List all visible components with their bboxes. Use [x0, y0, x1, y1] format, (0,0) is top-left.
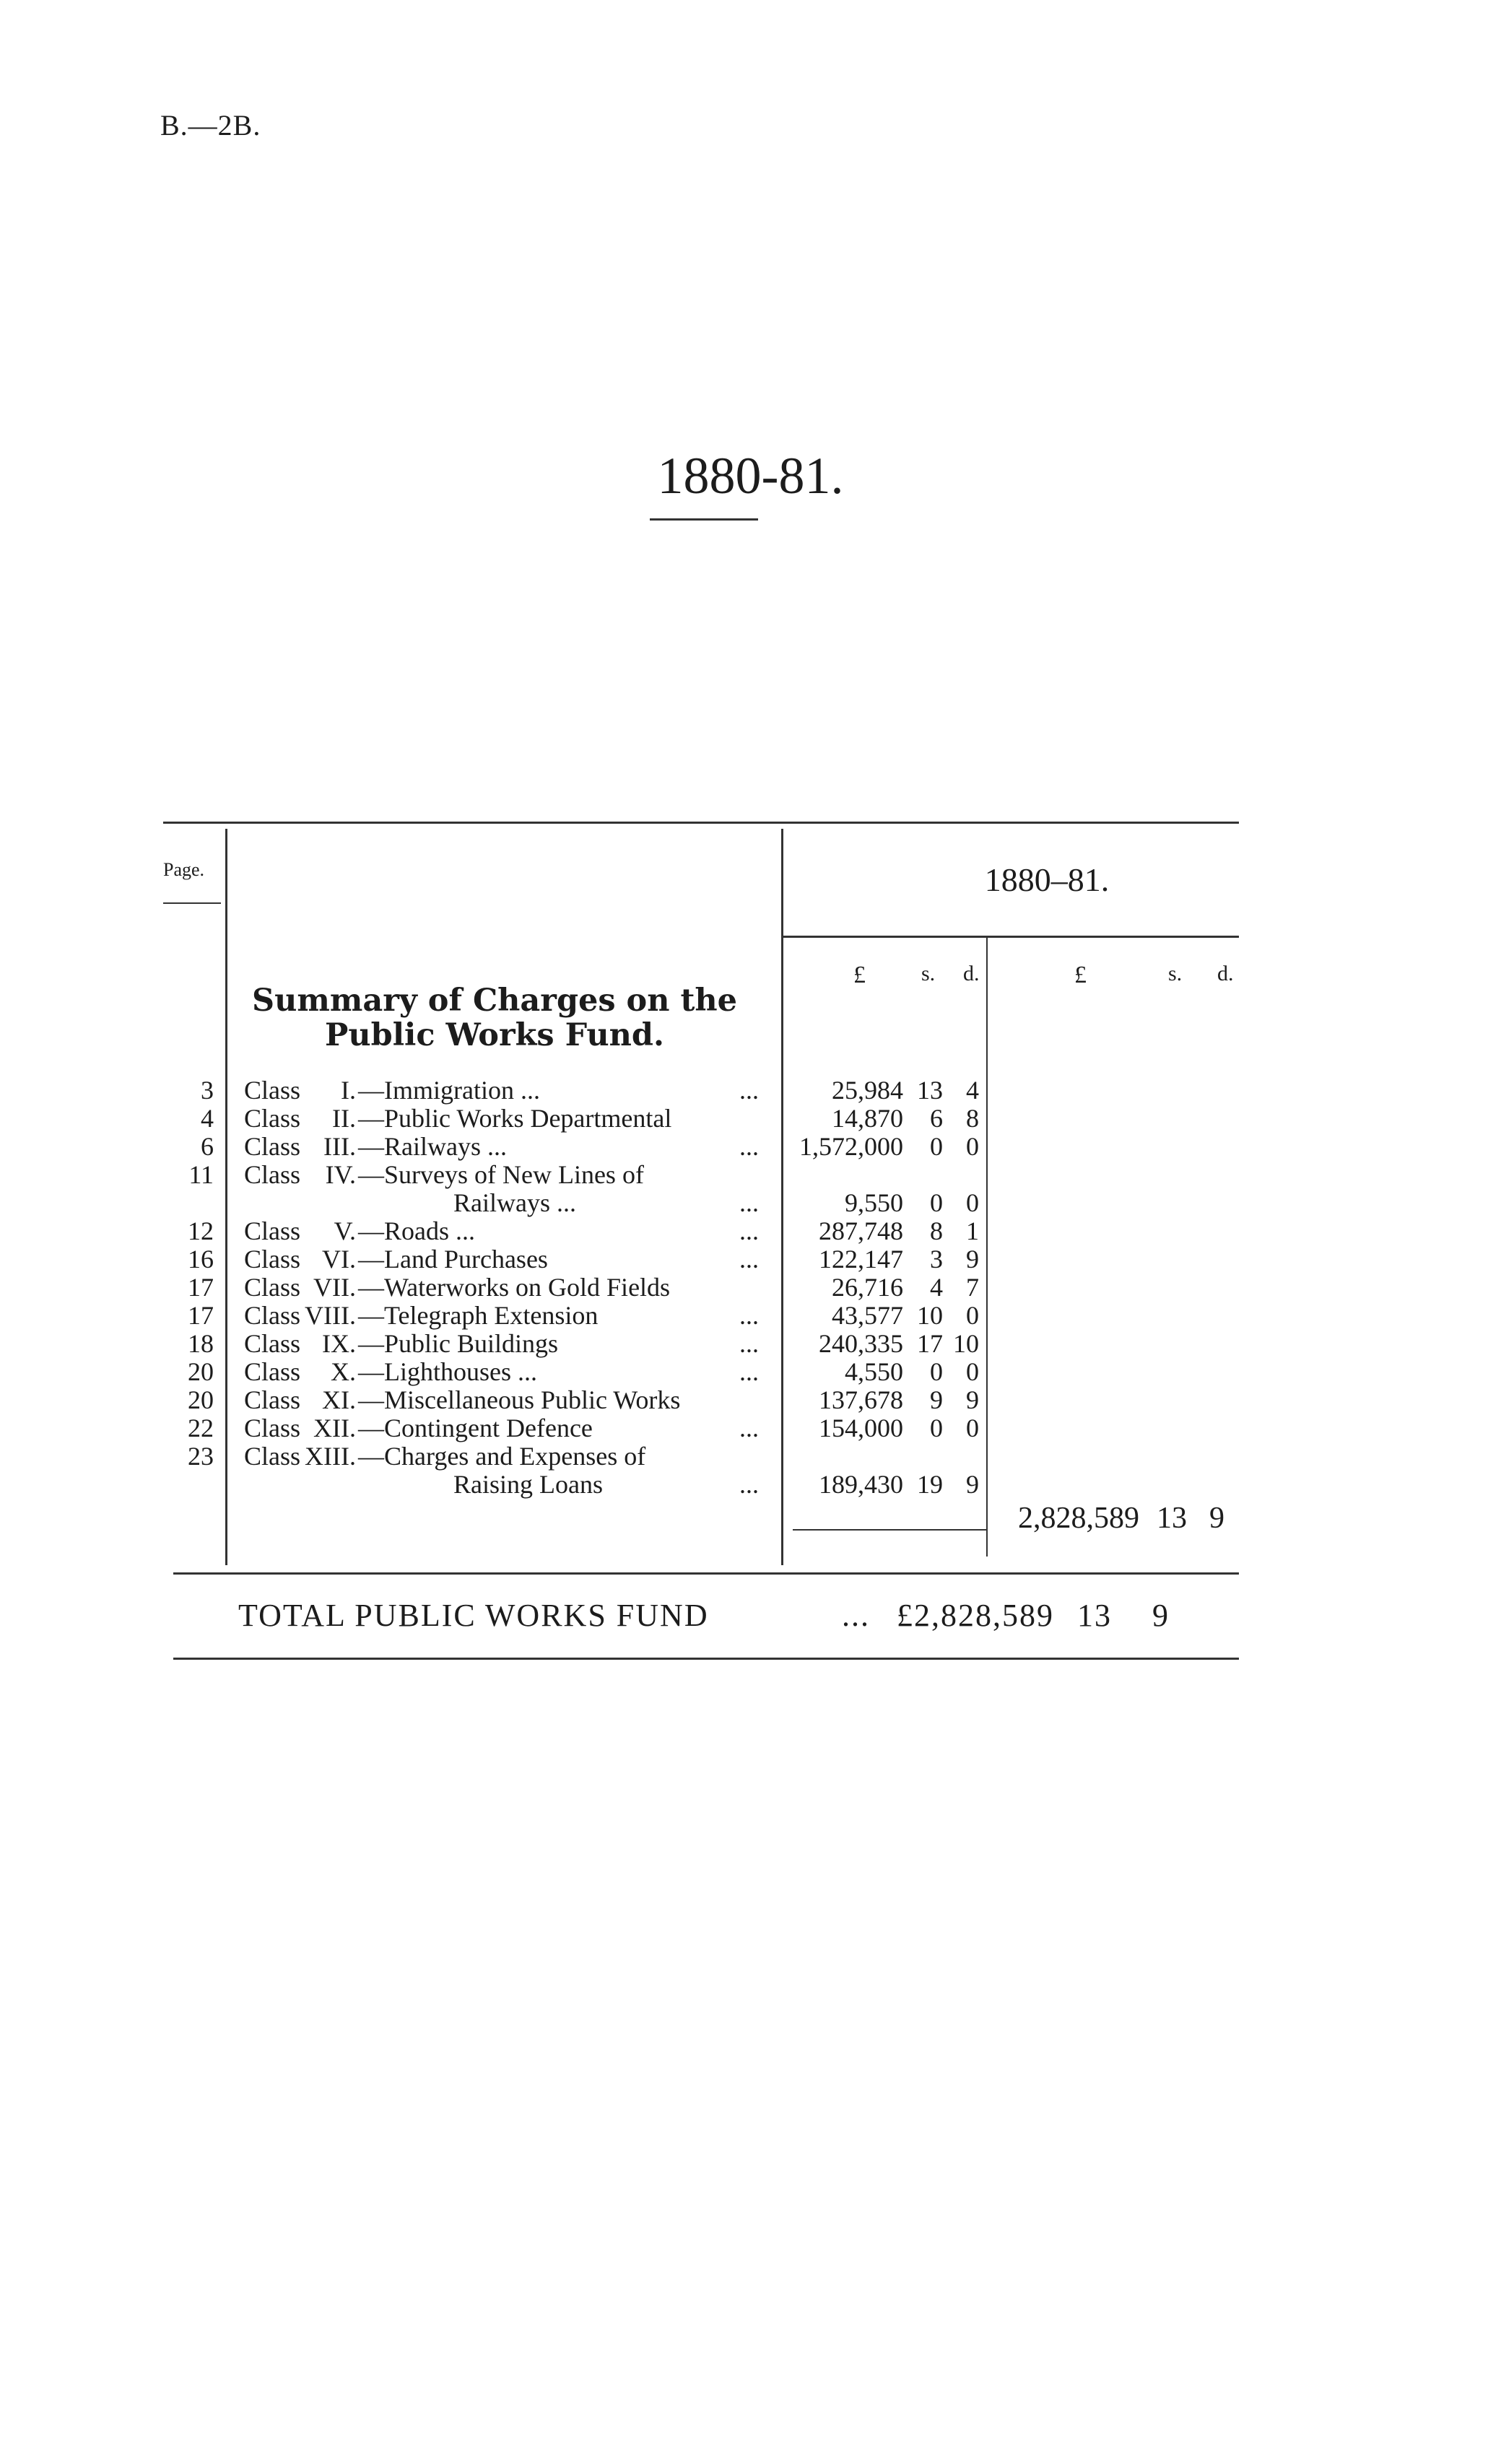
- table-row: [0, 1132, 1501, 1161]
- row-pounds: 4,550: [845, 1357, 903, 1386]
- row-page-number: 18: [188, 1329, 214, 1358]
- row-leader-dots: ...: [739, 1216, 759, 1245]
- row-class-number: XII.: [313, 1414, 356, 1442]
- row-class-label: Class: [244, 1132, 301, 1161]
- row-description-continued: Railways ...: [453, 1188, 576, 1217]
- row-description: —Waterworks on Gold Fields: [358, 1273, 671, 1302]
- summary-title-line-1: Summary of Charges on the: [252, 983, 737, 1019]
- title-underline: [650, 518, 758, 521]
- row-pence: 0: [966, 1132, 979, 1161]
- grand-total-leader-dots: ...: [842, 1598, 870, 1633]
- row-class-label: Class: [244, 1385, 301, 1414]
- table-row: [0, 1442, 1501, 1471]
- summary-title: [245, 983, 744, 1053]
- row-page-number: 6: [201, 1132, 214, 1161]
- row-shillings: 0: [930, 1414, 943, 1442]
- row-description: —Telegraph Extension: [358, 1301, 599, 1330]
- row-class-number: VII.: [313, 1273, 356, 1302]
- page-column-header: Page.: [163, 859, 205, 880]
- table-row: [0, 1357, 1501, 1386]
- pounds-unit-header: £: [853, 962, 866, 988]
- row-pounds: 122,147: [819, 1245, 903, 1274]
- row-page-number: 17: [188, 1301, 214, 1330]
- row-class-label: Class: [244, 1301, 301, 1330]
- grand-total-label: TOTAL PUBLIC WORKS FUND: [238, 1598, 709, 1633]
- row-shillings: 8: [930, 1216, 943, 1245]
- page-header-rule: [163, 902, 221, 904]
- row-leader-dots: ...: [739, 1470, 759, 1499]
- row-pence: 4: [966, 1076, 979, 1105]
- row-pounds: 1,572,000: [799, 1132, 903, 1161]
- table-top-rule: [163, 822, 1239, 824]
- row-description: —Roads ...: [358, 1216, 475, 1245]
- row-description: —Public Buildings: [358, 1329, 559, 1358]
- row-class-number: X.: [331, 1357, 356, 1386]
- row-page-number: 16: [188, 1245, 214, 1274]
- row-class-number: VIII.: [305, 1301, 356, 1330]
- row-pounds: 25,984: [832, 1076, 903, 1105]
- row-shillings: 10: [917, 1301, 943, 1330]
- total-pounds-unit-header: £: [1074, 962, 1087, 988]
- grand-total-pence: 9: [1152, 1598, 1170, 1633]
- row-class-number: VI.: [322, 1245, 356, 1274]
- row-pounds: 154,000: [819, 1414, 903, 1442]
- row-pence: 0: [966, 1357, 979, 1386]
- table-row: [0, 1188, 1501, 1217]
- total-shillings-unit-header: s.: [1168, 962, 1183, 985]
- row-description: —Contingent Defence: [358, 1414, 593, 1442]
- table-row: [0, 1301, 1501, 1330]
- row-pence: 8: [966, 1104, 979, 1133]
- row-shillings: 3: [930, 1245, 943, 1274]
- row-page-number: 22: [188, 1414, 214, 1442]
- row-description: —Public Works Departmental: [358, 1104, 672, 1133]
- row-shillings: 19: [917, 1470, 943, 1499]
- row-page-number: 3: [201, 1076, 214, 1105]
- row-leader-dots: ...: [739, 1414, 759, 1442]
- row-class-label: Class: [244, 1076, 301, 1105]
- row-page-number: 20: [188, 1385, 214, 1414]
- row-leader-dots: ...: [739, 1245, 759, 1274]
- row-pence: 7: [966, 1273, 979, 1302]
- table-row: [0, 1329, 1501, 1358]
- row-leader-dots: ...: [739, 1076, 759, 1105]
- grand-total-amount: £2,828,589: [897, 1598, 1054, 1633]
- row-leader-dots: ...: [739, 1132, 759, 1161]
- row-shillings: 9: [930, 1385, 943, 1414]
- row-shillings: 17: [917, 1329, 943, 1358]
- table-row: [0, 1414, 1501, 1442]
- row-pounds: 287,748: [819, 1216, 903, 1245]
- row-pounds: 14,870: [832, 1104, 903, 1133]
- grand-total-shillings: 13: [1077, 1598, 1112, 1633]
- row-class-label: Class: [244, 1329, 301, 1358]
- row-pence: 10: [953, 1329, 979, 1358]
- row-pence: 9: [966, 1245, 979, 1274]
- row-class-label: Class: [244, 1273, 301, 1302]
- row-class-number: XIII.: [305, 1442, 356, 1471]
- row-page-number: 12: [188, 1216, 214, 1245]
- row-leader-dots: ...: [739, 1301, 759, 1330]
- row-description: —Miscellaneous Public Works: [358, 1385, 681, 1414]
- table-row: [0, 1273, 1501, 1302]
- row-pence: 9: [966, 1385, 979, 1414]
- row-shillings: 0: [930, 1357, 943, 1386]
- row-description: —Immigration ...: [358, 1076, 540, 1105]
- row-page-number: 4: [201, 1104, 214, 1133]
- row-class-label: Class: [244, 1414, 301, 1442]
- row-class-label: Class: [244, 1104, 301, 1133]
- row-pounds: 189,430: [819, 1470, 903, 1499]
- row-pounds: 9,550: [845, 1188, 903, 1217]
- row-pence: 9: [966, 1470, 979, 1499]
- row-class-label: Class: [244, 1160, 301, 1189]
- row-class-number: V.: [334, 1216, 356, 1245]
- row-pence: 0: [966, 1301, 979, 1330]
- row-shillings: 4: [930, 1273, 943, 1302]
- document-reference: B.—2B.: [160, 109, 261, 142]
- table-row: [0, 1076, 1501, 1105]
- row-pounds: 137,678: [819, 1385, 903, 1414]
- row-class-number: XI.: [322, 1385, 356, 1414]
- year-header-rule: [783, 936, 1239, 938]
- row-class-label: Class: [244, 1442, 301, 1471]
- page-title: 1880-81.: [657, 447, 844, 505]
- table-row: [0, 1245, 1501, 1274]
- row-page-number: 23: [188, 1442, 214, 1471]
- subtotal-row: [0, 1502, 1501, 1535]
- table-row: [0, 1216, 1501, 1245]
- subtotal-pence: 9: [1209, 1502, 1224, 1535]
- row-class-number: IX.: [322, 1329, 356, 1358]
- row-pounds: 43,577: [832, 1301, 903, 1330]
- row-shillings: 0: [930, 1132, 943, 1161]
- row-page-number: 11: [188, 1160, 214, 1189]
- row-shillings: 0: [930, 1188, 943, 1217]
- subtotal-pounds: 2,828,589: [1018, 1502, 1139, 1535]
- row-description: —Charges and Expenses of: [358, 1442, 646, 1471]
- row-pounds: 240,335: [819, 1329, 903, 1358]
- row-leader-dots: ...: [739, 1188, 759, 1217]
- row-class-label: Class: [244, 1357, 301, 1386]
- subtotal-shillings: 13: [1157, 1502, 1187, 1535]
- row-class-number: II.: [332, 1104, 356, 1133]
- row-description-continued: Raising Loans: [453, 1470, 603, 1499]
- row-pounds: 26,716: [832, 1273, 903, 1302]
- row-page-number: 17: [188, 1273, 214, 1302]
- row-class-label: Class: [244, 1245, 301, 1274]
- row-class-number: IV.: [325, 1160, 356, 1189]
- summary-title-line-2: Public Works Fund.: [325, 1017, 664, 1053]
- row-class-number: I.: [341, 1076, 356, 1105]
- total-bottom-rule: [173, 1658, 1239, 1660]
- row-pence: 1: [966, 1216, 979, 1245]
- row-pence: 0: [966, 1188, 979, 1217]
- shillings-unit-header: s.: [921, 962, 936, 985]
- row-description: —Surveys of New Lines of: [358, 1160, 644, 1189]
- row-shillings: 13: [917, 1076, 943, 1105]
- row-pence: 0: [966, 1414, 979, 1442]
- row-class-number: III.: [323, 1132, 356, 1161]
- row-description: —Railways ...: [358, 1132, 507, 1161]
- table-row: [0, 1160, 1501, 1189]
- row-class-label: Class: [244, 1216, 301, 1245]
- table-row: [0, 1470, 1501, 1499]
- table-row: [0, 1385, 1501, 1414]
- row-description: —Lighthouses ...: [358, 1357, 537, 1386]
- table-bottom-rule: [173, 1572, 1239, 1575]
- row-page-number: 20: [188, 1357, 214, 1386]
- total-pence-unit-header: d.: [1217, 962, 1234, 985]
- row-leader-dots: ...: [739, 1357, 759, 1386]
- pence-unit-header: d.: [963, 962, 980, 985]
- row-description: —Land Purchases: [358, 1245, 548, 1274]
- row-shillings: 6: [930, 1104, 943, 1133]
- row-leader-dots: ...: [739, 1329, 759, 1358]
- table-row: [0, 1104, 1501, 1133]
- year-column-header: 1880–81.: [984, 861, 1110, 898]
